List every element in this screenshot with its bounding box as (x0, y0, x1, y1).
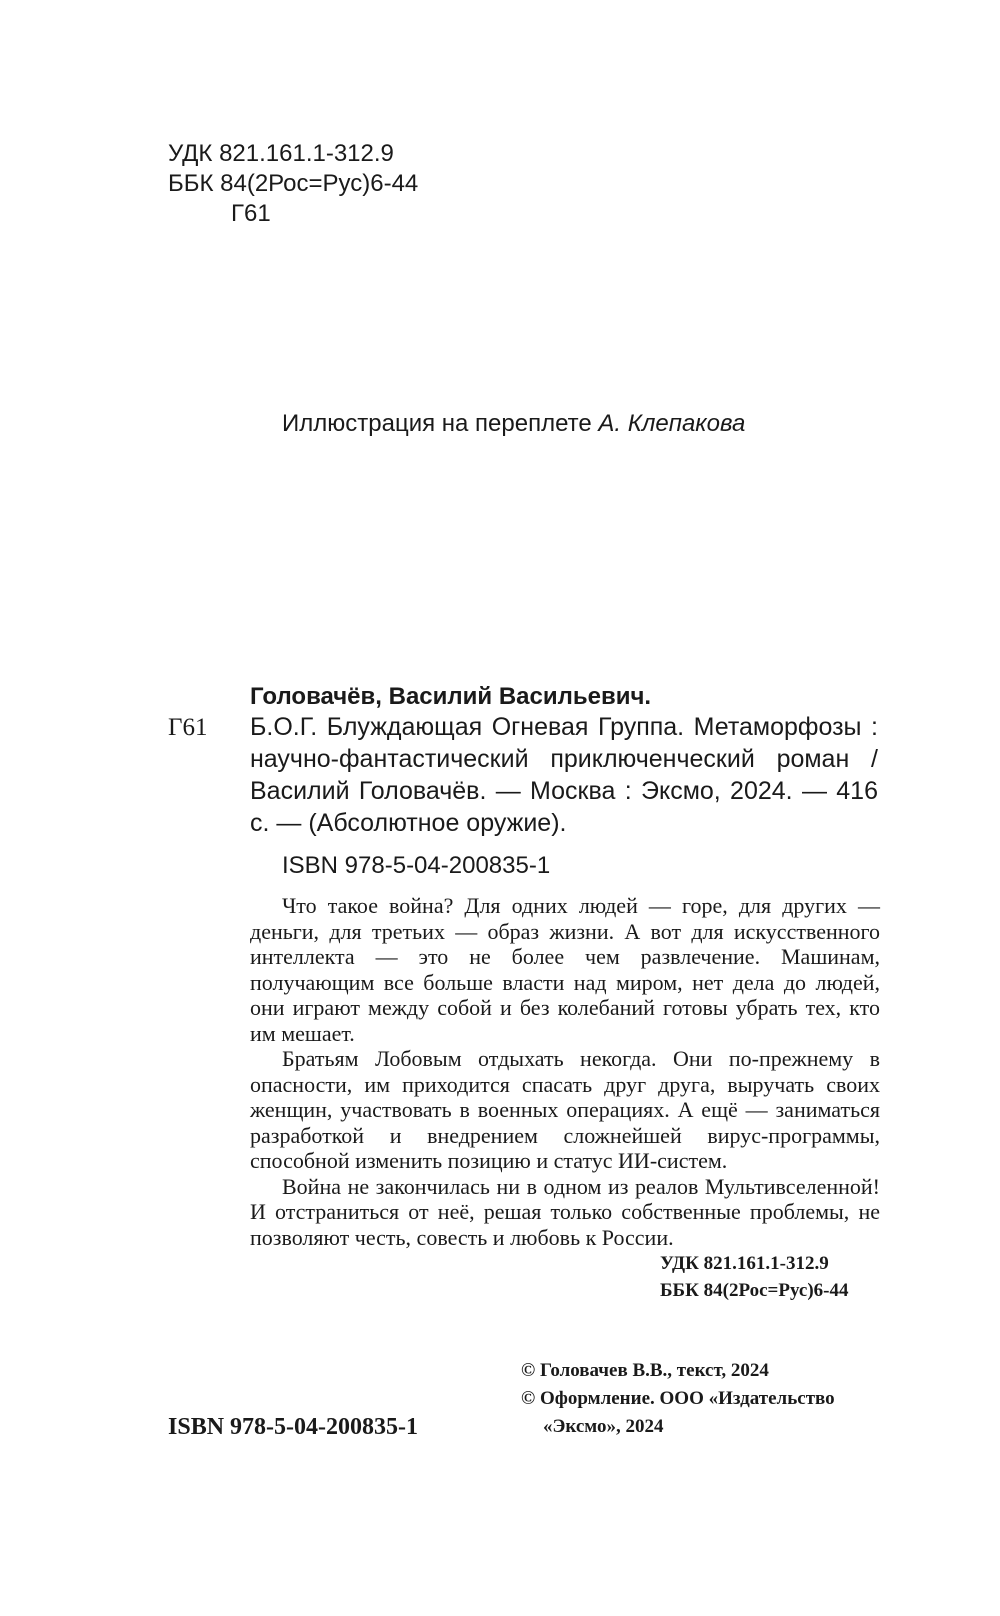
isbn-record: ISBN 978-5-04-200835-1 (282, 852, 551, 879)
udk-bottom: УДК 821.161.1-312.9 (660, 1253, 829, 1274)
annotation (250, 893, 880, 1250)
author-sign-top: Г61 (231, 200, 271, 227)
bbk-bottom: ББК 84(2Рос=Рус)6-44 (660, 1280, 849, 1301)
annotation-paragraph-2: Братьям Лобовым отдыхать некогда. Они по-прежнему в опасности, им приходится спасать друг друга, выручать своих женщин, участвовать в военных операциях. А ещё — заниматься разработкой и внедрением сложнейшей вирус-программы, способной изменить позицию и статус ИИ-систем. (250, 1046, 880, 1173)
copyright-block (521, 1357, 835, 1441)
isbn-bottom: ISBN 978-5-04-200835-1 (168, 1414, 418, 1440)
author-heading: Головачёв, Василий Васильевич. (250, 683, 652, 710)
bbk-top: ББК 84(2Рос=Рус)6-44 (168, 170, 419, 197)
annotation-paragraph-3: Война не закончилась ни в одном из реалов Мультивселенной! И отстраниться от неё, решая только собственные проблемы, не позволяют честь, совесть и любовь к России. (250, 1173, 880, 1250)
copyright-line-1: © Головачев В.В., текст, 2024 (521, 1360, 769, 1381)
author-sign: Г61 (168, 714, 208, 741)
illustration-artist: А. Клепакова (598, 410, 746, 437)
illustration-prefix: Иллюстрация на переплете (282, 410, 592, 437)
copyright-line-2: © Оформление. ООО «Издательство (521, 1388, 835, 1409)
bibliographic-description: Б.О.Г. Блуждающая Огневая Группа. Метаморфозы : научно-фантастический приключенческий роман / Василий Головачёв. — Москва : Эксмо, 2024. — 416 с. — (Абсолютное оружие). (250, 713, 878, 837)
illustration-credit (282, 410, 745, 438)
annotation-paragraph-1: Что такое война? Для одних людей — горе, для других — деньги, для третьих — образ жизни. А вот для искусственного интеллекта — это не более чем развлечение. Машинам, получающим все больше власти над миром, нет дела до людей, они играют между собой и без колебаний готовы убрать тех, кто им мешает. (250, 893, 880, 1046)
copyright-line-3: «Эксмо», 2024 (543, 1416, 664, 1437)
udk-top: УДК 821.161.1-312.9 (168, 140, 394, 167)
